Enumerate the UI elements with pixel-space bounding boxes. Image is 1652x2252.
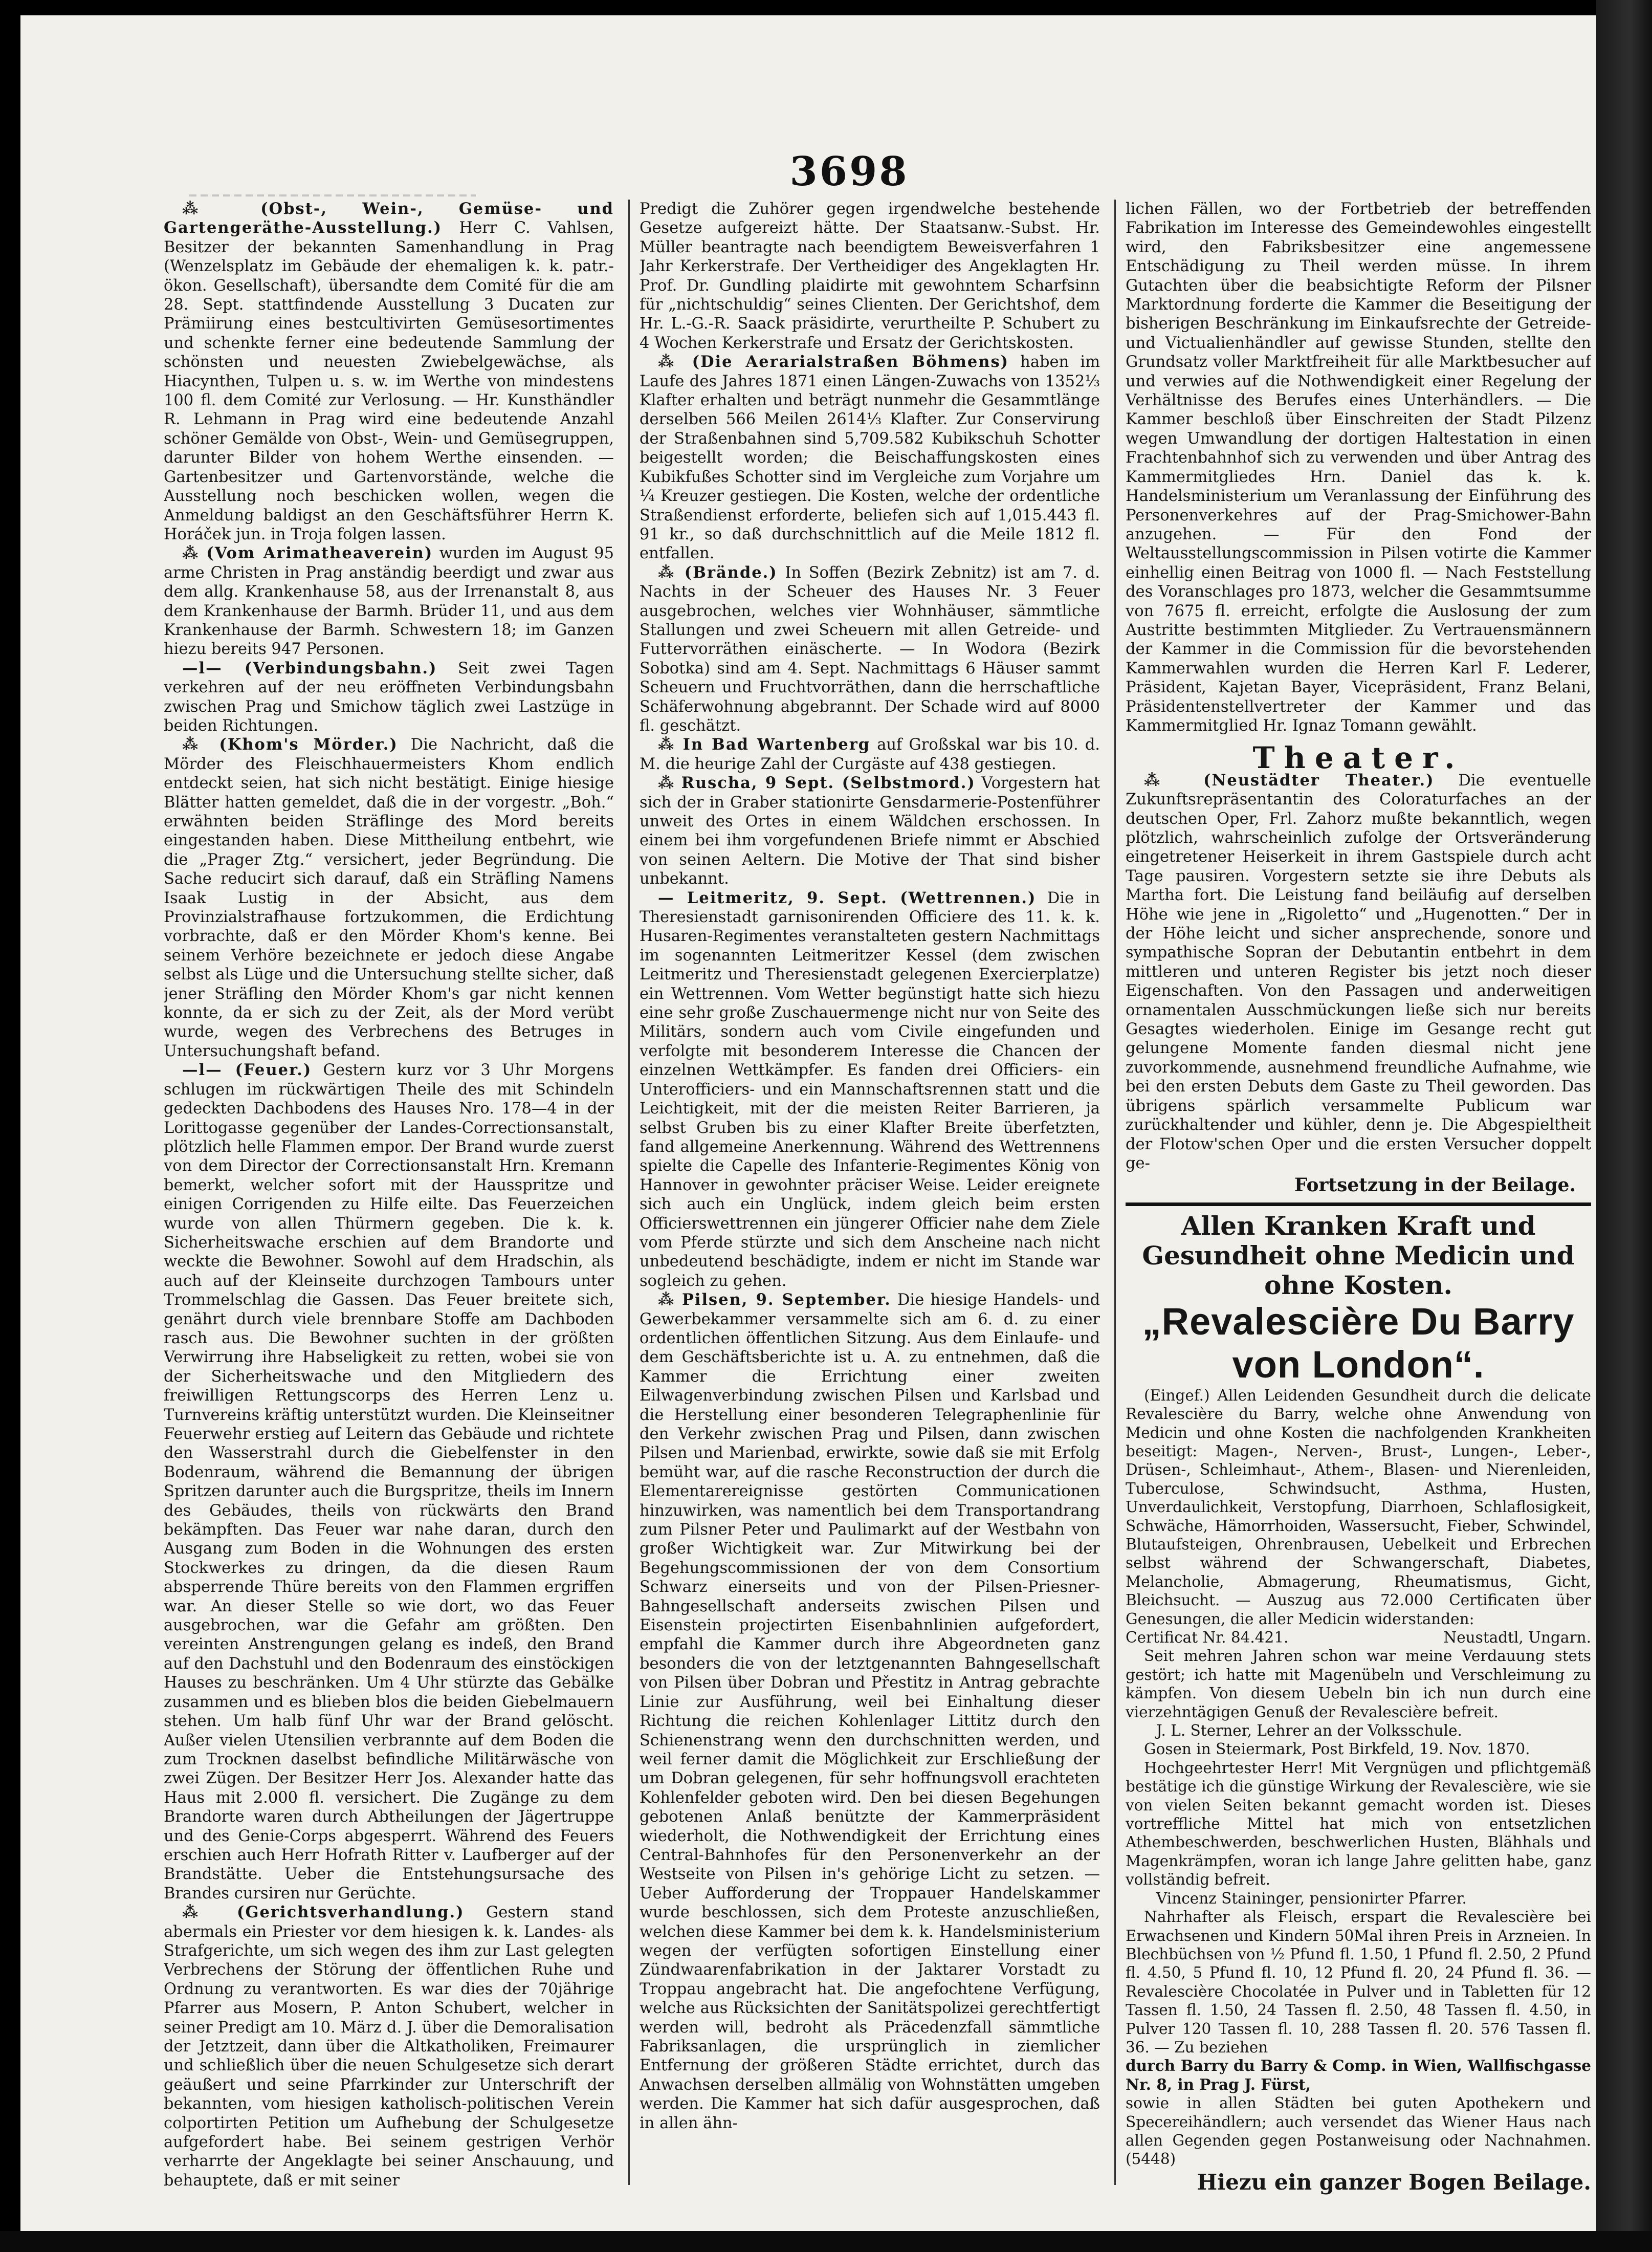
- article: [640, 1291, 1100, 2133]
- ad-headline: Allen Kranken Kraft und Gesundheit ohne Medicin und ohne Kosten.: [1142, 1210, 1575, 1300]
- article-continuation: [1126, 200, 1591, 735]
- article: [164, 544, 614, 659]
- article-text: auf Großskal war bis 10. d. M. die heurige Zahl der Curgäste auf 438 gestiegen.: [640, 736, 1100, 773]
- article-text: lichen Fällen, wo der Fortbetrieb der betreffenden Fabrikation im Interesse des Gemeindewohles eingestellt wird, den Fabriksbesitzer eine angemessene Entschädigung zu Theil werden müsse. In ihrem Gutachten über die beabsichtigte Reform der Pilsner Marktordnung forderte die Kammer die Beseitigung der bisherigen Beschränkung im Einkaufsrechte der Getreide- und Victualienhändler auf gewisse Stunden, stellte den Grundsatz voller Marktfreiheit für alle Marktbesucher auf und verwies auf die Nothwendigkeit einer Regelung der Verhältnisse des Berufes eines Unterhändlers. — Die Kammer beschloß über Einschreiten der Stadt Pilzenz wegen Umwandlung der dortigen Haltestation in einen Frachtenbahnhof sich zu verwenden und über Antrag des Kammermitgliedes Hrn. Daniel das k. k. Handelsministerium um Veranlassung der Einführung des Personenverkehres auf der Prag-Smichower-Bahn anzugehen. — Für den Fond der Weltausstellungscommission in Pilsen votirte die Kammer einhellig einen Beitrag von 1000 fl. — Nach Feststellung des Voranschlages pro 1873, welcher die Gesammtsumme von 7675 fl. erreicht, erfolgte die Auslosung der zum Austritte bestimmten Mitglieder. Zu Vertrauensmännern der Kammer in die Commission für die bevorstehenden Kammerwahlen wurden die Herren Karl F. Lederer, Präsident, Kajetan Bayer, Vicepräsident, Franz Belani, Präsidentenstellvertreter der Kammer und das Kammermitglied Hr. Ignaz Tomann gewählt.: [1126, 200, 1591, 735]
- article-heading: (Obst-, Wein-, Gemüse- und Gartengeräthe-Ausstellung.): [164, 200, 614, 237]
- supplement-note: Hiezu ein ganzer Bogen Beilage.: [1197, 2169, 1591, 2195]
- article: [164, 659, 614, 736]
- ad-intro: (Eingef.) Allen Leidenden Gesundheit durch die delicate Revalescière du Barry, welche ohne Anwendung von Medicin und ohne Kosten die nachfolgenden Krankheiten beseitigt: Magen-, Nerven-, Brust-, Lungen-, Leber-, Drüsen-, Schleimhaut-, Athem-, Blasen- und Nierenleiden, Tuberculose, Schwindsucht, Asthma, Husten, Unverdaulichkeit, Verstopfung, Diarrhoen, Schlaflosigkeit, Schwäche, Hämorrhoiden, Wassersucht, Fieber, Schwindel, Blutaufsteigen, Ohrenbrausen, Uebelkeit und Erbrechen selbst während der Schwangerschaft, Diabetes, Melancholie, Abmagerung, Rheumatismus, Gicht, Bleichsucht. — Auszug aus 72.000 Certificaten über Genesungen, die aller Medicin widerstanden:: [1126, 1386, 1591, 1628]
- article-heading: —l— (Verbindungsbahn.): [182, 659, 437, 677]
- theater-section-title: Theater.: [1252, 740, 1464, 776]
- article-heading: (Gerichtsverhandlung.): [237, 1903, 465, 1922]
- column-3: [1126, 200, 1591, 2221]
- article-text: Vorgestern hat sich der in Graber stationirte Gensdarmerie-Postenführer unweit des Ortes in einem Wäldchen erschossen. In einem bei ihm vorgefundenen Briefe nimmt er Abschied von seinen Aeltern. Die Motive der That sind bisher unbekannt.: [640, 774, 1100, 888]
- asterism-icon: ⁂: [658, 563, 685, 582]
- asterism-icon: ⁂: [182, 544, 207, 563]
- bleed-through-text: [189, 194, 476, 196]
- article-text: In Soffen (Bezirk Zebnitz) ist am 7. d. Nachts in der Scheuer des Hauses Nr. 3 Feuer ausgebrochen, welches vier Wohnhäuser, sämmtliche Stallungen und zwei Scheuern mit allen Getreide- und Futtervorräthen einäscherte. — In Wodora (Bezirk Sobotka) sind am 4. Sept. Nachmittags 6 Häuser sammt Scheuern und Fruchtvorräthen, dann die herrschaftliche Schäferwohnung abgebrannt. Der Schade wird auf 8000 fl. geschätzt.: [640, 563, 1100, 735]
- ad-prices: Nahrhafter als Fleisch, erspart die Revalescière bei Erwachsenen und Kindern 50Mal ihren Preis in Arzneien. In Blechbüchsen von ½ Pfund fl. 1.50, 1 Pfund fl. 2.50, 2 Pfund fl. 4.50, 5 Pfund fl. 10, 12 Pfund fl. 20, 24 Pfund fl. 36. — Revalescière Chocolatée in Pulver und in Tabletten für 12 Tassen fl. 1.50, 24 Tassen fl. 2.50, 48 Tassen fl. 4.50, in Pulver 120 Tassen fl. 10, 288 Tassen fl. 20. 576 Tassen fl. 36. — Zu beziehen: [1126, 1908, 1591, 2056]
- page-number: 3698: [789, 148, 909, 195]
- asterism-icon: ⁂: [182, 200, 261, 218]
- article-heading: (Brände.): [684, 563, 778, 582]
- theater-review: [1126, 771, 1591, 1173]
- asterism-icon: ⁂: [658, 1291, 682, 1309]
- article-continuation: [640, 200, 1100, 353]
- article: [164, 735, 614, 1061]
- certificate-number: Certificat Nr. 84.421.: [1126, 1629, 1289, 1646]
- column-rule: [1114, 200, 1116, 2185]
- article-heading: (Khom's Mörder.): [219, 735, 398, 754]
- article-text: Die eventuelle Zukunftsrepräsentantin des Coloraturfaches an der deutschen Oper, Frl. Zahorz mußte bekanntlich, wegen plötzlich, wahrscheinlich zufolge der Ortsveränderung eingetretener Heiserkeit in ihrem Gastspiele durch acht Tage pausiren. Vorgestern setzte sie ihre Debuts als Martha fort. Die Leistung fand beiläufig auf derselben Höhe wie jene in „Rigoletto“ und „Hugenotten.“ Der in der Höhe leicht und sicher ansprechende, sonore und sympathische Sopran der Debutantin entbehrt in dem mittleren und unteren Register bis jetzt noch dieser Eigenschaften. Von den Passagen und anderweitigen ornamentalen Ausschmückungen ließe sich nur bereits Gesagtes wiederholen. Einige im Gesange recht gut gelungene Momente fanden diesmal nicht jene zuvorkommende, ausnehmend freundliche Aufnahme, wie bei den ersten Debuts dem Gaste zu Theil geworden. Das übrigens spärlich versammelte Publicum war zurückhaltender und kühler, denn je. Die Abgespieltheit der Flotow'schen Oper und die ersten Versucher doppelt ge-: [1126, 771, 1591, 1172]
- article-heading: —l— (Feuer.): [182, 1061, 312, 1080]
- ad-tail: [1126, 2094, 1591, 2169]
- article-heading: Pilsen, 9. September.: [681, 1291, 891, 1309]
- certificate-signature: Vincenz Staininger, pensionirter Pfarrer.: [1156, 1889, 1467, 1907]
- certificate-text: Seit mehren Jahren schon war meine Verdauung stets gestört; ich hatte mit Magenübeln und Verschleimung zu kämpfen. Von diesem Uebeln bin ich nun durch eine vierzehntägigen Genuß der Revalescière befreit.: [1126, 1647, 1591, 1721]
- column-1: [164, 200, 614, 2231]
- ad-tail-text: sowie in allen Städten bei guten Apothekern und Specereihändlern; auch versendet das Wiener Haus nach allen Gegenden gegen Postanweisung oder Nachnahmen.: [1126, 2094, 1591, 2149]
- certificate-text: Hochgeehrtester Herr! Mit Vergnügen und pflichtgemäß bestätige ich die günstige Wirkung der Revalescière, wie sie von vielen Seiten bekannt gemacht worden ist. Dieses vortreffliche Mittel hat mich von entsetzlichen Athembeschwerden, beschwerlichen Husten, Blähhals und Magenkrämpfen, woran ich lange Jahre gelitten habe, ganz vollständig befreit.: [1126, 1759, 1591, 1889]
- article-text: Predigt die Zuhörer gegen irgendwelche bestehende Gesetze aufgereizt hätte. Der Staatsanw.-Subst. Hr. Müller beantragte nach beendigtem Beweisverfahren 1 Jahr Kerkerstrafe. Der Vertheidiger des Angeklagten Hr. Prof. Dr. Gundling plaidirte mit gewohntem Scharfsinn für „nichtschuldig“ seines Clienten. Der Gerichtshof, dem Hr. L.-G.-R. Saack präsidirte, verurtheilte P. Schubert zu 4 Wochen Kerkerstrafe und Ersatz der Gerichtskosten.: [640, 200, 1100, 352]
- article-text: Die in Theresienstadt garnisonirenden Officiere des 11. k. k. Husaren-Regimentes veranstalteten gestern Nachmittags im sogenannten Leitmeritzer Kessel (dem zwischen Leitmeritz und Theresienstadt gelegenen Exercierplatze) ein Wettrennen. Vom Wetter begünstigt hatte sich hiezu eine sehr große Zuschauermenge nicht nur von Seite des Militärs, sondern auch vom Civile eingefunden und verfolgte mit besonderem Interesse die Chancen der einzelnen Wettkämpfer. Es fanden drei Officiers- ein Unterofficiers- und ein Mannschaftsrennen statt und die Leichtigkeit, mit der die meisten Reiter Barrieren, ja selbst Gruben bis zu einer Klafter Breite überfetzten, fand allgemeine Anerkennung. Während des Wettrennens spielte die Capelle des Infanterie-Regimentes König von Hannover in gewohnter präciser Weise. Leider ereignete sich auch ein Unglück, indem gleich beim ersten Officierswettrennen ein jüngerer Officier nahe dem Ziele vom Pferde stürzte und sich dem Anscheine nach nicht unbedeutend beschädigte, indem er nicht im Stande war sogleich zu gehen.: [640, 889, 1100, 1290]
- article: [640, 735, 1100, 774]
- continuation-note: Fortsetzung in der Beilage.: [1294, 1174, 1576, 1196]
- article-text: Gestern stand abermals ein Priester vor dem hiesigen k. k. Landes- als Strafgerichte, um sich wegen des ihm zur Last gelegten Verbrechens der Störung der öffentlichen Ruhe und Ordnung zu verantworten. Es war dies der 70jährige Pfarrer aus Mosern, P. Anton Schubert, welcher in seiner Predigt am 10. März d. J. über die Demoralisation der Jetztzeit, dann über die Altkatholiken, Freimaurer und schließlich über die neuen Schulgesetze sich derart geäußert und seine Pfarrkinder zur Unterschrift der bekannten, vom hiesigen katholisch-politischen Verein colportirten Petition um Aufhebung der Schulgesetze aufgefordert habe. Bei seinem gestrigen Verhör verharrte der Angeklagte bei seiner Anschauung, und behauptete, daß er mit seiner: [164, 1904, 614, 2190]
- article: [164, 1903, 614, 2190]
- asterism-icon: ⁂: [182, 1903, 237, 1922]
- article-heading: (Neustädter Theater.): [1203, 771, 1435, 790]
- ad-product-name: „Revalescière Du Barry von London“.: [1142, 1300, 1575, 1386]
- certificate-header: [1126, 1628, 1591, 1647]
- column-2: [640, 200, 1100, 2195]
- asterism-icon: ⁂: [1144, 771, 1204, 790]
- article-heading: (Vom Arimatheaverein): [206, 544, 433, 563]
- scan-edge: [1596, 0, 1652, 2252]
- asterism-icon: ⁂: [182, 735, 219, 754]
- scan-edge-bottom: [0, 2231, 1652, 2252]
- ad-body: [1126, 1386, 1591, 2169]
- asterism-icon: ⁂: [658, 774, 681, 793]
- article: [164, 200, 614, 544]
- article-heading: — Leitmeritz, 9. Sept. (Wettrennen.): [658, 888, 1037, 907]
- article-heading: (Die Aerarialstraßen Böhmens): [692, 353, 1009, 371]
- certificate-place: Gosen in Steiermark, Post Birkfeld, 19. Nov. 1870.: [1144, 1740, 1530, 1758]
- article-text: Herr C. Vahlsen, Besitzer der bekannten Samenhandlung in Prag (Wenzelsplatz im Gebäude der ehemaligen k. k. patr.-ökon. Gesellschaft), übersandte dem Comité für die am 28. Sept. stattfindende Ausstellung 3 Ducaten zur Prämiirung eines bestcultivirten Gemüsesortimentes und schenkte ferner eine bedeutende Sammlung der schönsten und neuesten Zwiebelgewächse, als Hiacynthen, Tulpen u. s. w. im Werthe von mindestens 100 fl. dem Comité zur Verlosung. — Hr. Kunsthändler R. Lehmann in Prag wird eine bedeutende Anzahl schöner Gemälde von Obst-, Wein- und Gemüsegruppen, darunter Bilder von hohem Werthe einsenden. — Gartenbesitzer und Gartenvorstände, welche die Ausstellung noch beschicken wollen, wegen die Anmeldung baldigst an den Geschäftsführer Herrn K. Horáček jun. in Troja folgen lassen.: [164, 219, 614, 543]
- article: [640, 889, 1100, 1291]
- article-text: Die hiesige Handels- und Gewerbekammer versammelte sich am 6. d. zu einer ordentlichen öffentlichen Sitzung. Aus dem Einlaufe- und dem Geschäftsberichte ist u. A. zu entnehmen, daß die Kammer die Errichtung einer zweiten Eilwagenverbindung zwischen Pilsen und Karlsbad und die Herstellung einer besonderen Telegraphenlinie für den Verkehr zwischen Prag und Pilsen, dann zwischen Pilsen und Marienbad, erwirkte, sowie daß sie mit Erfolg bemüht war, auf die rasche Reconstruction der durch die Elementarereignisse gestörten Communicationen hinzuwirken, was namentlich bei dem Transportandrang zum Pilsner Peter und Paulimarkt auf der Westbahn von großer Wichtigkeit war. Zur Mitwirkung bei der Begehungscommissionen der von dem Consortium Schwarz einerseits und von der Pilsen-Priesner-Bahngesellschaft anderseits zwischen Pilsen und Eisenstein projectirten Eisenbahnlinien aufgefordert, empfahl die Kammer durch ihre Abgeordneten ganz besonders die von der letztgenannten Bahngesellschaft von Pilsen über Dobran und Přestitz in Antrag gebrachte Linie zur Ausführung, weil bei Einhaltung dieser Richtung die reichen Kohlenlager Littitz durch den Schienenstrang wenn den durchschnitten werden, und weil ferner damit die Möglichkeit zur Erschließung der um Dobran gelegenen, für sehr hoffnungsvoll erachteten Kohlenfelder geboten wird. Den bei diesen Begehungen gebotenen Anlaß benützte der Kammerpräsident wiederholt, die Nothwendigkeit der Errichtung eines Central-Bahnhofes für den Personenverkehr an der Westseite von Pilsen in's gehörige Licht zu setzen. — Ueber Aufforderung der Troppauer Handelskammer wurde beschlossen, sich dem Proteste anzuschließen, welchen diese Kammer bei dem k. k. Handelsministerium wegen der verfügten sofortigen Einstellung einer Zündwaarenfabrikation in der Jaktarer Vorstadt zu Troppau angebracht hat. Die angefochtene Verfügung, welche aus Rücksichten der Sanitätspolizei gerechtfertigt werden will, bedroht als Präcedenzfall sämmtliche Fabriksanlagen, die ursprünglich in ziemlicher Entfernung der größeren Städte errichtet, durch das Anwachsen derselben allmälig von Wohnstätten umgeben werden. Die Kammer hat sich dafür ausgesprochen, daß in allen ähn-: [640, 1291, 1100, 2132]
- column-rule: [628, 200, 630, 2185]
- asterism-icon: ⁂: [658, 353, 692, 371]
- certificate-place: Neustadtl, Ungarn.: [1443, 1629, 1591, 1646]
- article: [640, 353, 1100, 563]
- article-text: Gestern kurz vor 3 Uhr Morgens schlugen im rückwärtigen Theile des mit Schindeln gedeckten Dachbodens des Hauses Nro. 178—4 in der Lorittogasse gegenüber der Landes-Correctionsanstalt, plötzlich helle Flammen empor. Der Brand wurde zuerst von dem Director der Correctionsanstalt Hrn. Kremann bemerkt, welcher sofort mit der Hausspritze und einigen Corrigenden zu Hilfe eilte. Das Feuerzeichen wurde von allen Thürmern gegeben. Die k. k. Sicherheitswache erschien auf dem Brandorte und weckte die Bewohner. Sowohl auf dem Hradschin, als auch auf der Kleinseite durchzogen Tambours unter Trommelschlag die Gassen. Das Feuer breitete sich, genährt durch viele brennbare Stoffe am Dachboden rasch aus. Die Bewohner suchten in der größten Verwirrung ihre Habseligkeit zu retten, wobei sie von der Sicherheitswache und den Mitgliedern des freiwilligen Rettungscorps des Herren Lenz u. Turnvereins kräftig unterstützt wurden. Die Kleinseitner Feuerwehr erstieg auf Leitern das Gebäude und richtete den Wasserstrahl durch die Giebelfenster in den Bodenraum, während die Bemannung der übrigen Spritzen darunter auch die Burgspritze, theils im Innern des Gebäudes, theils von rückwärts den Brand bekämpften. Das Feuer war nahe daran, durch den Ausgang zum Boden in die Wohnungen des ersten Stockwerkes zu dringen, da die diesen Raum absperrende Thüre bereits von den Flammen ergriffen war. An dieser Stelle so wie dort, wo das Feuer ausgebrochen, war die Gefahr am größten. Den vereinten Anstrengungen gelang es indeß, den Brand auf den Dachstuhl und den Bodenraum des einstöckigen Hauses zu beschränken. Um 4 Uhr stürzte das Gebälke zusammen und es blieben blos die beiden Giebelmauern stehen. Um halb fünf Uhr war der Brand gelöscht. Außer vielen Utensilien verbrannte auf dem Boden die zum Trocknen daselbst befindliche Militärwäsche von zwei Zügen. Der Besitzer Herr Jos. Alexander hatte das Haus mit 2.000 fl. versichert. Die Zugänge zu dem Brandorte waren durch Abtheilungen der Jägertruppe und des Genie-Corps abgesperrt. Während des Feuers erschien auch Herr Hofrath Ritter v. Laufberger auf der Brandstätte. Ueber die Entstehungsursache des Brandes cursiren nur Gerüchte.: [164, 1061, 614, 1903]
- advertisement: [1126, 1202, 1591, 2195]
- ad-reference: (5448): [1126, 2150, 1176, 2168]
- article-text: Die Nachricht, daß die Mörder des Fleischhauermeisters Khom endlich entdeckt seien, hat sich nicht bestätigt. Einige hiesige Blätter hatten gemeldet, daß die in der vorgestr. „Boh.“ erwähnten beiden Sträflinge des Mord bereits eingestanden haben. Diese Mittheilung entbehrt, wie die „Prager Ztg.“ versichert, jeder Begründung. Die Sache reducirt sich darauf, daß ein Sträfling Namens Isaak Lustig in der Absicht, aus dem Provinzialstrafhause fortzukommen, die Erdichtung vorbrachte, daß er den Mörder Khom's kenne. Bei seinem Verhöre bezeichnete er jedoch diese Angabe selbst als Lüge und die Untersuchung stellte sicher, daß jener Sträfling den Mörder Khom's gar nicht kennen konnte, da er sich zu der Zeit, als der Mord verübt wurde, wegen des Verbrechens des Betruges in Untersuchungshaft befand.: [164, 736, 614, 1060]
- article-heading: Ruscha, 9 Sept. (Selbstmord.): [681, 774, 976, 793]
- article-text: Seit zwei Tagen verkehren auf der neu eröffneten Verbindungsbahn zwischen Prag und Smichow täglich zwei Lastzüge in beiden Richtungen.: [164, 659, 614, 735]
- article: [164, 1061, 614, 1903]
- article: [640, 563, 1100, 736]
- article: [640, 774, 1100, 888]
- article-heading: In Bad Wartenberg: [682, 735, 871, 754]
- article-text: haben im Laufe des Jahres 1871 einen Längen-Zuwachs von 1352⅓ Klafter erhalten und beträgt nunmehr die Gesammtlänge derselben 566 Meilen 2614⅓ Klafter. Zur Conservirung der Straßenbahnen sind 5,709.582 Kubikschuh Schotter beigestellt worden; die Beischaffungskosten eines Kubikfußes Schotter sind im Vergleiche zum Vorjahre um ¼ Kreuzer gestiegen. Die Kosten, welche der ordentliche Straßendienst erforderte, beliefen sich auf 1,015.443 fl. 91 kr., so daß durchschnittlich auf die Meile 1812 fl. entfallen.: [640, 353, 1100, 563]
- ad-dealer: durch Barry du Barry & Comp. in Wien, Wallfischgasse Nr. 8, in Prag J. Fürst,: [1126, 2057, 1591, 2093]
- newspaper-page: [20, 15, 1596, 2231]
- article-text: wurden im August 95 arme Christen in Prag anständig beerdigt und zwar aus dem allg. Krankenhause 58, aus der Irrenanstalt 8, aus dem Krankenhause der Barmh. Brüder 11, und aus dem Krankenhause der Barmh. Schwestern 18; im Ganzen hiezu bereits 947 Personen.: [164, 544, 614, 659]
- asterism-icon: ⁂: [658, 735, 683, 754]
- certificate-signature: J. L. Sterner, Lehrer an der Volksschule.: [1156, 1722, 1462, 1740]
